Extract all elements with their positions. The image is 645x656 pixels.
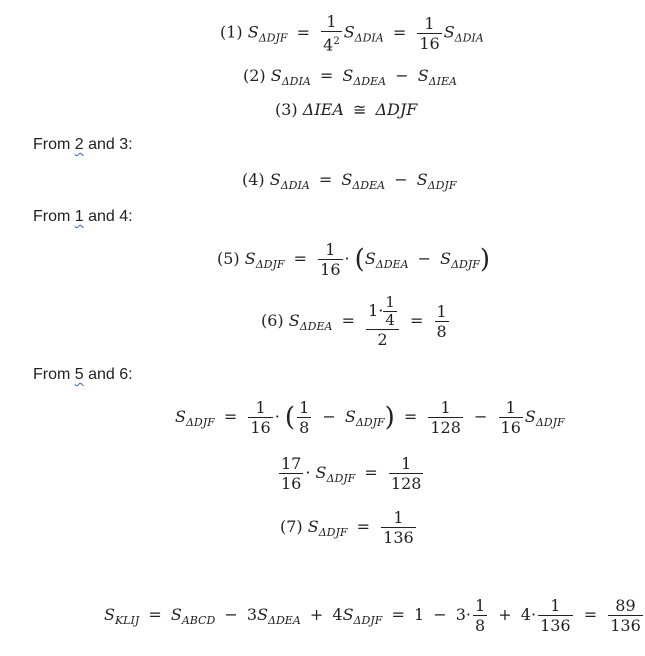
fraction: $\frac{1}{4^2}$ xyxy=(323,12,340,55)
equation-3: (3) ΔIEA ≅ ΔDJF xyxy=(275,100,418,119)
equation-1: (1) $S_{\Delta DJF}$ = $\frac{1}{4^2}$ $S_{\Delta DIA}$ = $\frac{1}{16}$ $S_{\Delta DIA}$ xyxy=(220,12,484,55)
equation-final: $S_{KLIJ} = S_{ABCD} - 3S_{\Delta DEA} + 4S_{\Delta DJF} = 1 - 3\cdot$ $\frac{1}{8}$ + 4· $\frac{1}{136}$ = $\frac{89}{136}$ xyxy=(104,596,641,635)
equation-2: (2) $S_{\Delta DIA} = S_{\Delta DEA} - S_{\Delta IEA}$ xyxy=(243,66,457,88)
equation-substitution: $S_{\Delta DJF}$ = $\frac{1}{16}$ · ( $\frac{1}{8}$ − $S_{\Delta DJF}$) = $\frac{1}{128}$ − $\frac{1}{16}$ $S_{\Delta DJF}$ xyxy=(175,398,565,437)
eq-label: (1) xyxy=(220,22,243,42)
equation-6: (6) $S_{\Delta DEA}$ = 1· $\frac{1}{4}$ 2 = $\frac{1}{8}$ xyxy=(261,293,447,349)
compound-fraction: 1· $\frac{1}{4}$ 2 xyxy=(366,294,399,349)
equation-simplified: $\frac{17}{16}$ · $S_{\Delta DJF}$ = $\frac{1}{128}$ xyxy=(281,454,422,493)
fraction: $\frac{1}{16}$ xyxy=(320,240,341,279)
fraction: $\frac{1}{8}$ xyxy=(436,302,447,341)
text-from-1-and-4: From 1 and 4: xyxy=(33,208,133,225)
fraction: $\frac{1}{16}$ xyxy=(419,13,440,53)
text-from-2-and-3: From 2 and 3: xyxy=(33,136,133,153)
text-from-5-and-6: From 5 and 6: xyxy=(33,366,133,383)
subscript: ΔDJF xyxy=(258,31,288,45)
equation-5: (5) $S_{\Delta DJF}$ = $\frac{1}{16}$ · $(S_{\Delta DEA} - S_{\Delta DJF})$ xyxy=(217,240,491,279)
equation-4: (4) $S_{\Delta DIA} = S_{\Delta DEA} - S_{\Delta DJF}$ xyxy=(242,170,457,192)
equation-7: (7) $S_{\Delta DJF}$ = $\frac{1}{136}$ xyxy=(280,508,414,547)
